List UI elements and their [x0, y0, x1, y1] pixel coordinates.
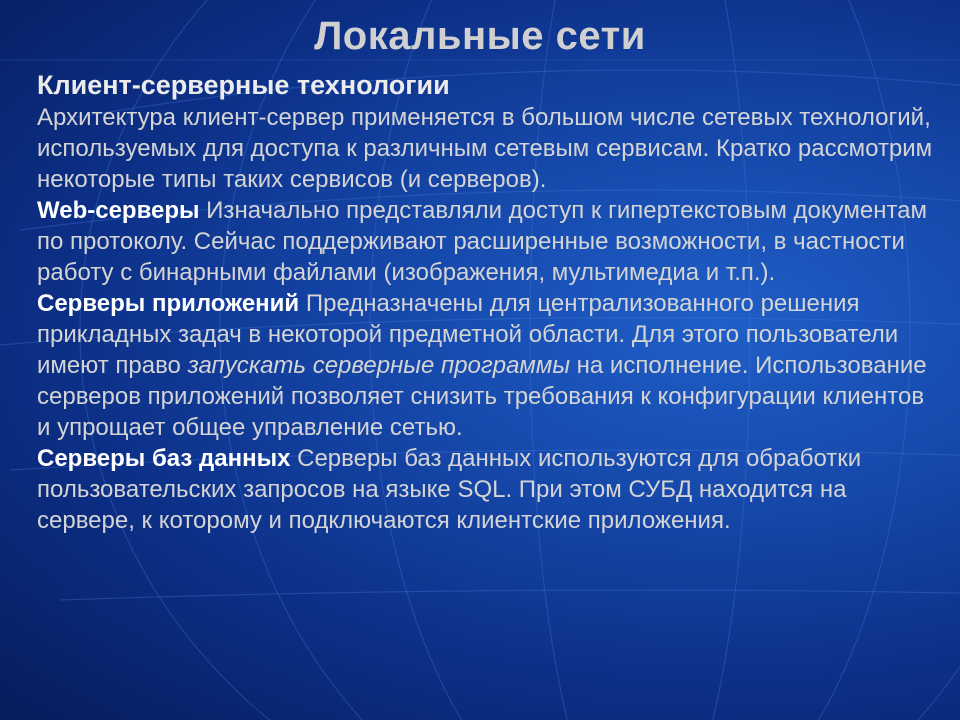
db-servers-paragraph [37, 443, 937, 536]
app-servers-term: Серверы приложений [37, 290, 300, 317]
db-servers-term: Серверы баз данных [37, 445, 291, 472]
web-servers-text: Изначально представляли доступ к гипертекстовым документам по протоколу. Сейчас поддерживают расширенные возможности, в частности работу с бинарными файлами (изображения, мультимедиа и т.п.). [37, 197, 928, 286]
app-servers-text-1: Предназначены для централизованного решения прикладных задач в некоторой предметной области. Для этого пользователи имеют право [37, 290, 899, 379]
slide-subtitle: Клиент-серверные технологии [37, 70, 450, 100]
app-servers-text-2: на исполнение. Использование серверов приложений позволяет снизить требования к конфигурации клиентов и упрощает общее управление сетью. [37, 352, 927, 441]
web-servers-term: Web-серверы [37, 197, 200, 224]
web-servers-paragraph [37, 195, 937, 288]
db-servers-text: Серверы баз данных используются для обработки пользовательских запросов на языке SQL. При этом СУБД находится на сервере, к которому и подключаются клиентские приложения. [37, 445, 862, 534]
intro-paragraph: Архитектура клиент-сервер применяется в большом числе сетевых технологий, используемых для доступа к различным сетевым сервисам. Кратко рассмотрим некоторые типы таких сервисов (и серверов). [37, 104, 933, 193]
app-servers-emphasis: запускать серверные программы [187, 352, 570, 379]
slide-body [37, 68, 937, 536]
slide-title: Локальные сети [314, 14, 646, 58]
app-servers-paragraph [37, 288, 937, 443]
